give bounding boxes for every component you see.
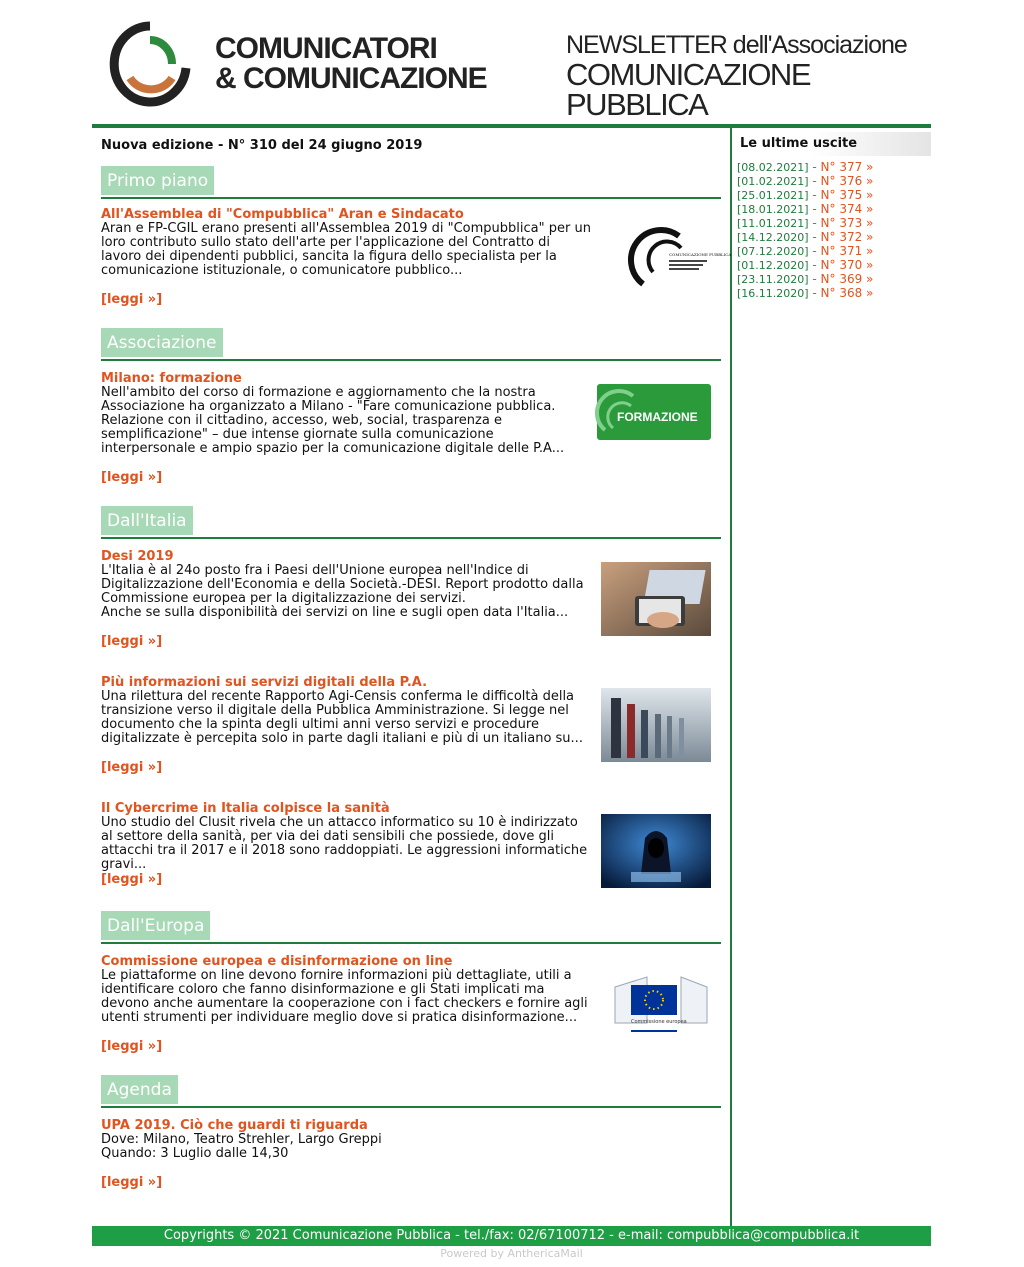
logo-caption: COMUNICAZIONE PUBBLICA — [669, 252, 732, 257]
issue-separator: - — [808, 244, 821, 258]
issue-date: [18.01.2021] — [737, 203, 809, 216]
article-title[interactable]: Desi 2019 — [101, 549, 174, 564]
article — [101, 802, 721, 892]
newsletter-heading — [566, 30, 931, 120]
section-header-dall-europa — [101, 911, 721, 944]
logo-line1: COMUNICATORI — [215, 32, 437, 65]
section-tab: Dall'Europa — [101, 911, 210, 940]
newsletter-line1: NEWSLETTER dell'Associazione — [566, 31, 907, 59]
issue-number-link[interactable]: N° 376 » — [820, 174, 874, 188]
formazione-banner-icon — [597, 384, 711, 440]
section-tab: Dall'Italia — [101, 506, 193, 535]
main-column — [92, 128, 732, 1226]
issue-date: [14.12.2020] — [737, 231, 809, 244]
article — [101, 1119, 721, 1199]
read-more-link[interactable]: [leggi »] — [101, 1175, 163, 1190]
issue-separator: - — [808, 258, 821, 272]
issue-date: [16.11.2020] — [737, 287, 809, 300]
issue-separator: - — [808, 188, 821, 202]
issue-item[interactable] — [737, 258, 873, 272]
article — [101, 207, 732, 308]
read-more-link[interactable]: [leggi »] — [101, 634, 163, 649]
read-more-link[interactable]: [leggi »] — [101, 470, 163, 485]
issue-number-link[interactable]: N° 374 » — [820, 202, 874, 216]
issue-date: [08.02.2021] — [737, 161, 809, 174]
sidebar-title: Le ultime uscite — [732, 132, 931, 156]
people-walking-photo-icon — [601, 688, 711, 762]
issue-separator: - — [808, 230, 821, 244]
issue-separator: - — [808, 202, 821, 216]
issue-item[interactable] — [737, 230, 873, 244]
article-body: Dove: Milano, Teatro Strehler, Largo Greppi Quando: 3 Luglio dalle 14,30 — [101, 1132, 382, 1161]
issue-number-link[interactable]: N° 375 » — [820, 188, 874, 202]
issue-number-link[interactable]: N° 371 » — [820, 244, 874, 258]
article-body: L'Italia è al 24o posto fra i Paesi dell'Unione europea nell'Indice di Digitalizzazione dell'Economia e della Società.-DESI. Report prodotto dalla Commissione europea per la digitalizzazione dei servizi. Anche se sulla disponibilità dei servizi on line e sugli open data l'Italia... — [101, 563, 584, 620]
read-more-link[interactable]: [leggi »] — [101, 1039, 163, 1054]
powered-by: Powered by AnthericaMail — [440, 1247, 583, 1260]
section-header-primo-piano — [101, 166, 721, 199]
issue-date: [01.12.2020] — [737, 259, 809, 272]
issue-date: [25.01.2021] — [737, 189, 809, 202]
read-more-link[interactable]: [leggi »] — [101, 760, 163, 775]
issue-separator: - — [808, 174, 821, 188]
read-more-link[interactable]: [leggi »] — [101, 872, 163, 887]
article-body: Nell'ambito del corso di formazione e aggiornamento che la nostra Associazione ha organizzato a Milano - "Fare comunicazione pubblica. Relazione con il cittadino, accesso, web, social, trasparenza e semplificazione" – due intense giornate sulla comunicazione interpersonale e ampio spazio per la comunicazione digitale delle P.A... — [101, 385, 565, 456]
comunicatori-logo-icon — [110, 20, 190, 112]
commissione-caption: Commissione europea — [631, 1019, 687, 1025]
issue-date: [11.01.2021] — [737, 217, 809, 230]
article — [101, 550, 721, 650]
article-title[interactable]: Il Cybercrime in Italia colpisce la sanità — [101, 801, 390, 816]
issue-item[interactable] — [737, 174, 873, 188]
section-header-agenda — [101, 1075, 721, 1108]
issue-separator: - — [808, 286, 821, 300]
issue-item[interactable] — [737, 188, 873, 202]
issue-number-link[interactable]: N° 368 » — [820, 286, 874, 300]
article-body: Una rilettura del recente Rapporto Agi-Censis conferma le difficoltà della transizione verso il digitale della Pubblica Amministrazione. Si legge nel documento che la spinta degli ultimi anni verso servizi e procedure digitalizzate è percepita solo in parte dagli italiani e più di un italiano su... — [101, 689, 583, 746]
issue-item[interactable] — [737, 286, 873, 300]
article-title[interactable]: Milano: formazione — [101, 371, 242, 386]
commissione-europea-logo-icon — [611, 967, 711, 1039]
article — [101, 676, 721, 776]
issue-separator: - — [808, 160, 821, 174]
newsletter-line2: COMUNICAZIONE PUBBLICA — [566, 57, 810, 122]
article — [101, 372, 721, 492]
article-body: Aran e FP-CGIL erano presenti all'Assemblea 2019 di "Compubblica" per un loro contributo sullo stato dell'arte per l'applicazione del Contratto di lavoro dei dipendenti pubblici, sancita la figura dello specialista per la comunicazione istituzionale, o comunicatore pubblico... — [101, 221, 591, 278]
issue-separator: - — [808, 216, 821, 230]
issue-date: [23.11.2020] — [737, 273, 809, 286]
header — [92, 0, 931, 124]
newsletter-page — [92, 0, 931, 1260]
issue-item[interactable] — [737, 272, 873, 286]
issue-number-link[interactable]: N° 373 » — [820, 216, 874, 230]
article-body: Le piattaforme on line devono fornire informazioni più dettagliate, utili a identificare coloro che fanno disinformazione e gli Stati implicati ma devono anche aumentare la cooperazione con i fact checkers e fornire agli utenti strumenti per individuare meglio dove si pratica disinformazione... — [101, 968, 588, 1025]
issue-date: [07.12.2020] — [737, 245, 809, 258]
article-title[interactable]: Commissione europea e disinformazione on line — [101, 954, 453, 969]
issue-number-link[interactable]: N° 372 » — [820, 230, 874, 244]
logo-wordmark — [215, 34, 487, 94]
section-header-dall-italia — [101, 506, 721, 539]
issue-number-link[interactable]: N° 377 » — [820, 160, 874, 174]
issue-item[interactable] — [737, 160, 873, 174]
section-header-associazione — [101, 328, 721, 361]
issue-item[interactable] — [737, 216, 873, 230]
read-more-link[interactable]: [leggi »] — [101, 292, 163, 307]
article-title[interactable]: UPA 2019. Ciò che guardi ti riguarda — [101, 1118, 368, 1133]
article-title[interactable]: All'Assemblea di "Compubblica" Aran e Sindacato — [101, 207, 464, 222]
formazione-label: FORMAZIONE — [617, 410, 698, 424]
issue-item[interactable] — [737, 244, 873, 258]
issue-number-link[interactable]: N° 370 » — [820, 258, 874, 272]
hacker-photo-icon — [601, 814, 711, 888]
tablet-photo-icon — [601, 562, 711, 636]
section-tab: Associazione — [101, 328, 223, 357]
logo-line2: & COMUNICAZIONE — [215, 62, 487, 95]
issue-separator: - — [808, 272, 821, 286]
issue-date: [01.02.2021] — [737, 175, 809, 188]
article-body: Uno studio del Clusit rivela che un attacco informatico su 10 è indirizzato al settore della sanità, per via dei dati sensibili che possiede, dove gli attacchi tra il 2017 e il 2018 sono raddoppiati. Le aggressioni informatiche gravi... — [101, 815, 588, 872]
issue-list — [737, 160, 873, 300]
section-tab: Primo piano — [101, 166, 214, 195]
edition-title: Nuova edizione - N° 310 del 24 giugno 2019 — [101, 138, 423, 153]
issue-number-link[interactable]: N° 369 » — [820, 272, 874, 286]
article-title[interactable]: Più informazioni sui servizi digitali della P.A. — [101, 675, 428, 690]
issue-item[interactable] — [737, 202, 873, 216]
section-tab: Agenda — [101, 1075, 178, 1104]
footer: Copyrights © 2021 Comunicazione Pubblica - tel./fax: 02/67100712 - e-mail: compubblica@compubblica.it — [92, 1226, 931, 1246]
comunicazione-pubblica-logo-icon — [619, 222, 732, 292]
article — [101, 955, 721, 1055]
